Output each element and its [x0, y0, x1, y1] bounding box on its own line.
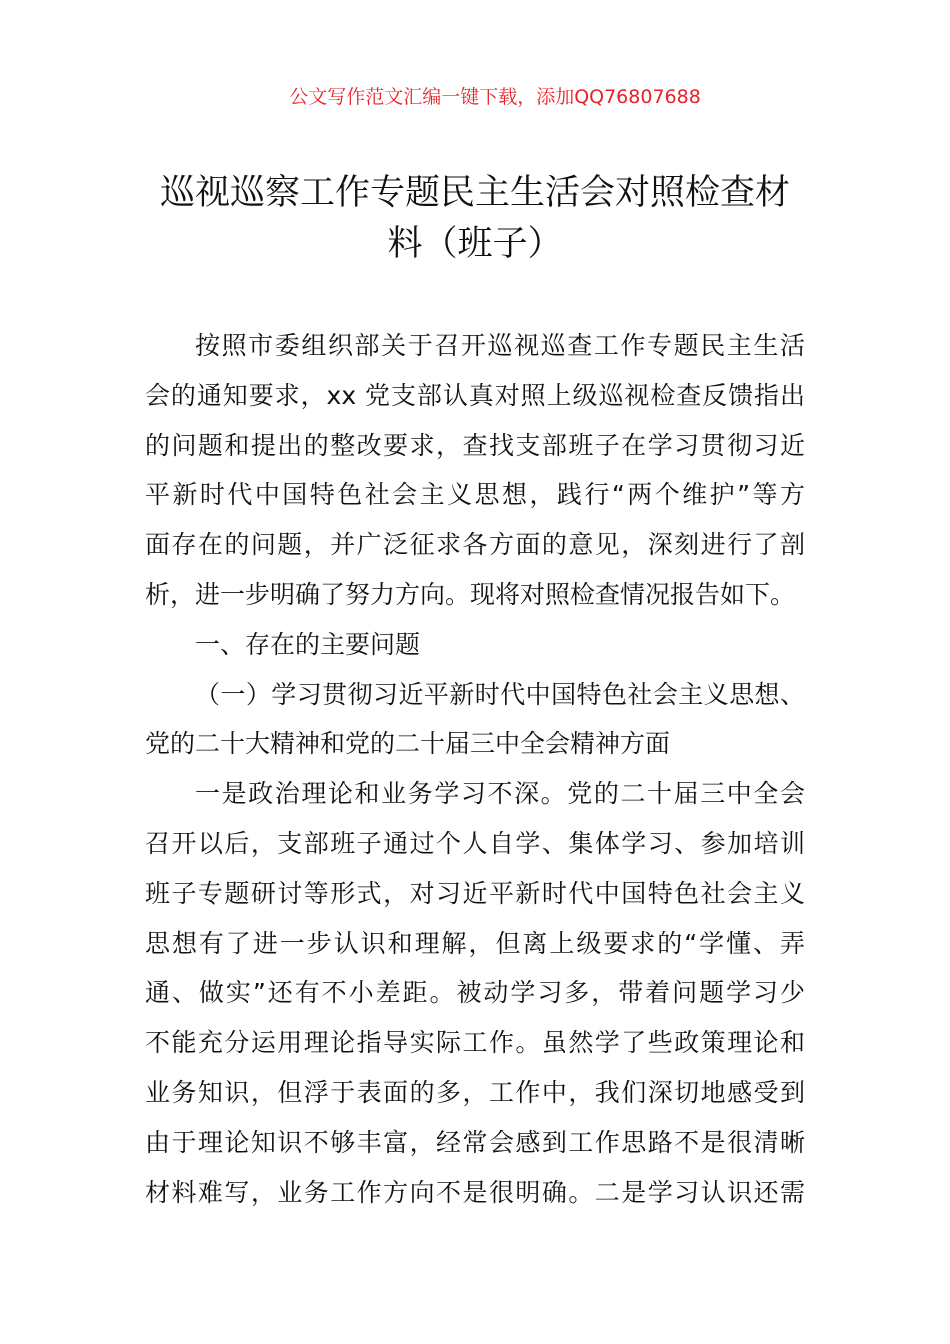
- text-line: 平新时代中国特色社会主义思想，践行“两个维护”等方: [145, 480, 805, 510]
- text-line: 会的通知要求，xx 党支部认真对照上级巡视检查反馈指出: [145, 380, 805, 410]
- text-line: 班子专题研讨等形式，对习近平新时代中国特色社会主义: [145, 878, 805, 908]
- document-title: [140, 168, 810, 270]
- text-line: 召开以后，支部班子通过个人自学、集体学习、参加培训: [145, 828, 805, 858]
- text-line: 业务知识，但浮于表面的多，工作中，我们深切地感受到: [145, 1077, 805, 1107]
- text-line: 党的二十大精神和党的二十届三中全会精神方面: [145, 729, 671, 759]
- text-line: 思想有了进一步认识和理解，但离上级要求的“学懂、弄: [145, 928, 805, 958]
- text-line: 一、存在的主要问题: [195, 629, 421, 659]
- text-line: 按照市委组织部关于召开巡视巡查工作专题民主生活: [195, 331, 805, 360]
- text-line: 面存在的问题，并广泛征求各方面的意见，深刻进行了剖: [145, 530, 805, 560]
- download-banner: 公文写作范文汇编一键下载，添加QQ76807688: [289, 86, 701, 108]
- title-line-2: 料（班子）: [387, 224, 563, 264]
- title-line-1: 巡视巡察工作专题民主生活会对照检查材: [159, 173, 790, 213]
- paragraph: [145, 769, 805, 1217]
- text-line: （一）学习贯彻习近平新时代中国特色社会主义思想、: [195, 679, 805, 709]
- paragraph: [145, 670, 805, 770]
- text-line: 的问题和提出的整改要求，查找支部班子在学习贯彻习近: [145, 430, 805, 460]
- text-line: 材料难写，业务工作方向不是很明确。二是学习认识还需: [145, 1177, 805, 1207]
- text-line: 不能充分运用理论指导实际工作。虽然学了些政策理论和: [145, 1028, 805, 1058]
- paragraph: [145, 620, 805, 670]
- document-body: [145, 321, 805, 1217]
- text-line: 由于理论知识不够丰富，经常会感到工作思路不是很清晰: [145, 1127, 805, 1157]
- text-line: 通、做实”还有不小差距。被动学习多，带着问题学习少: [145, 978, 805, 1008]
- text-line: 析，进一步明确了努力方向。现将对照检查情况报告如下。: [145, 579, 796, 609]
- text-line: 一是政治理论和业务学习不深。党的二十届三中全会: [195, 779, 805, 809]
- paragraph: [145, 321, 805, 620]
